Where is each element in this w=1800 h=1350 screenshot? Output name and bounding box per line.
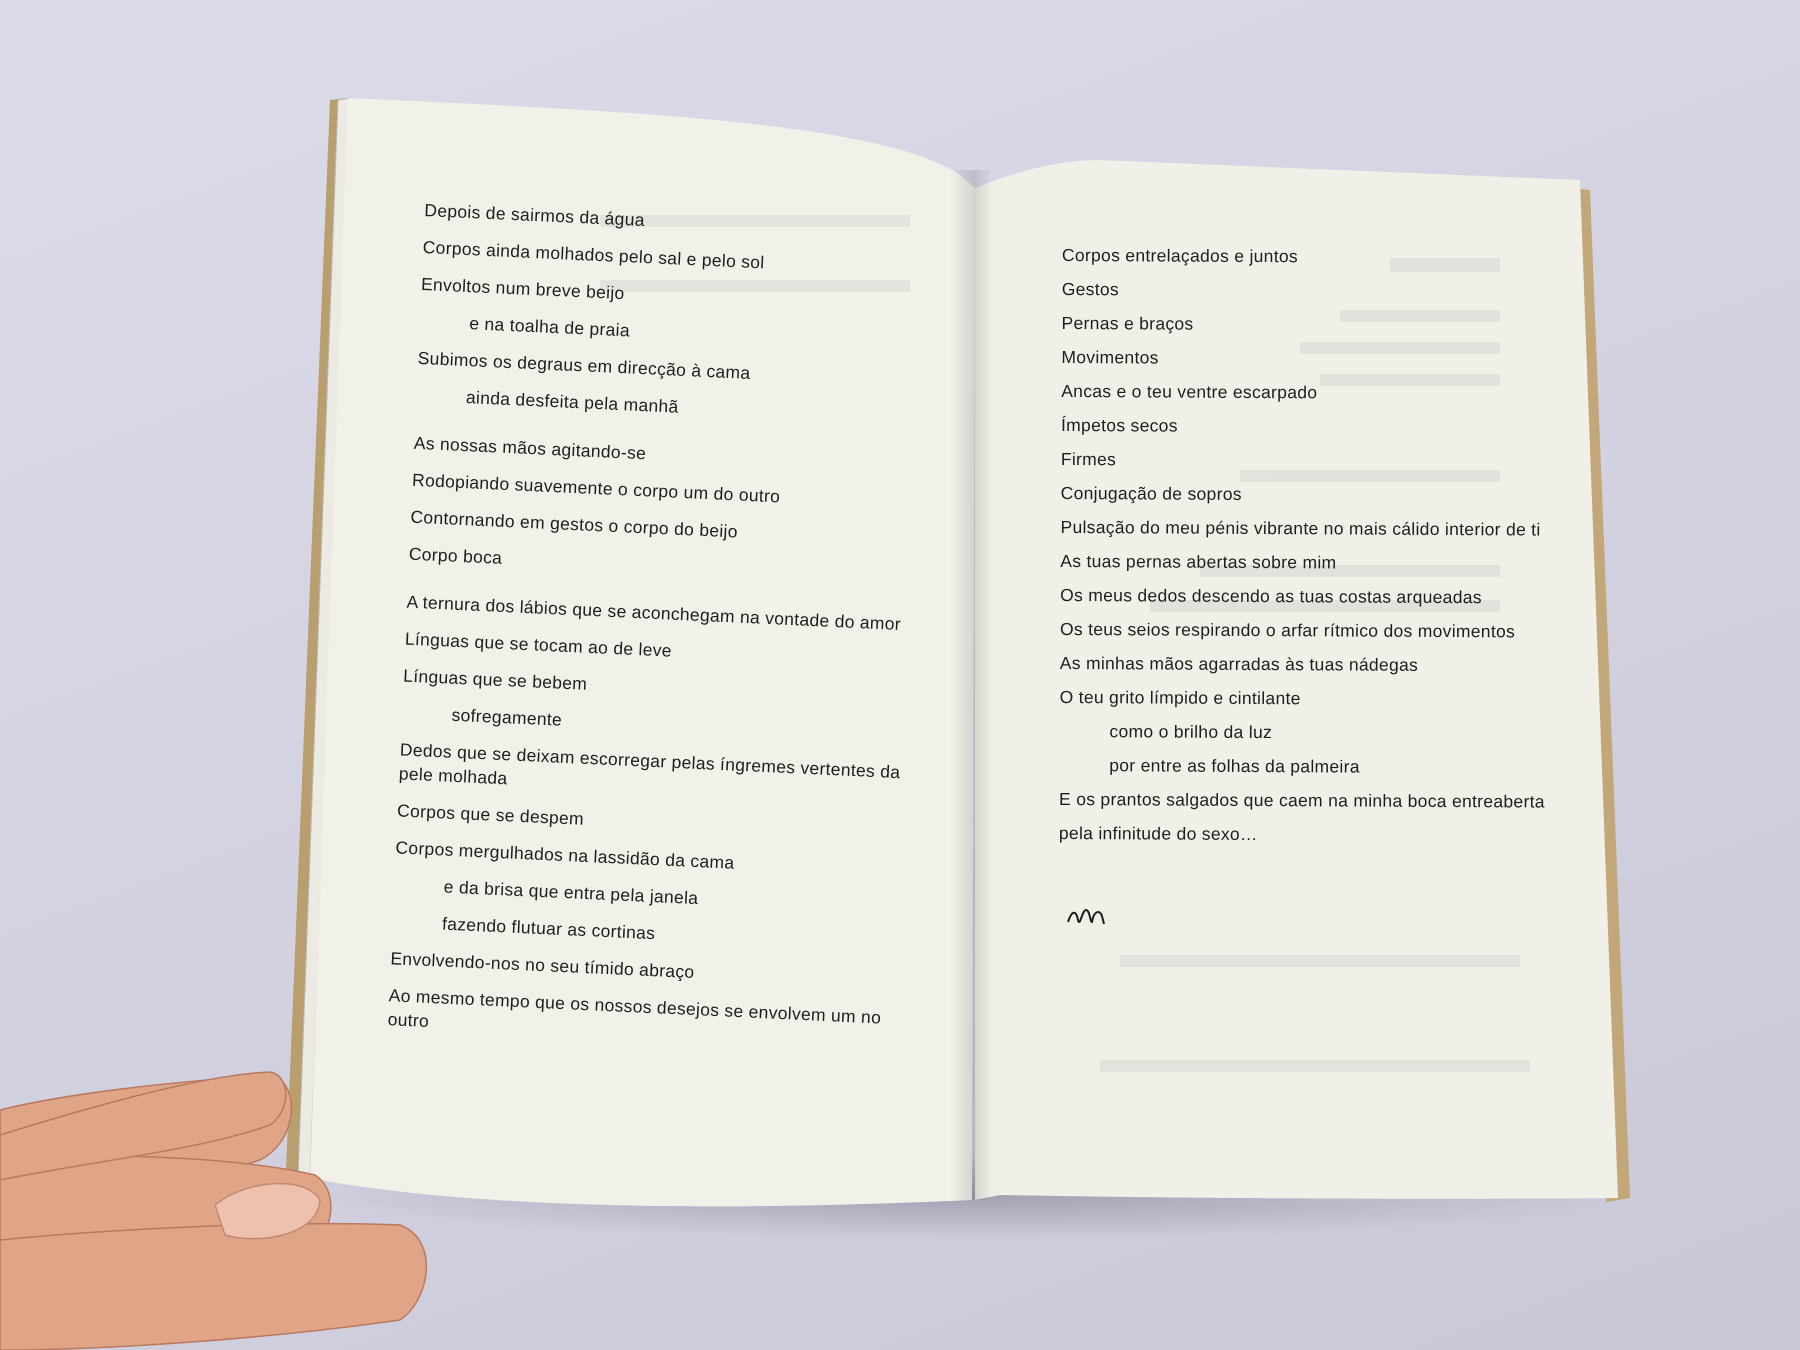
poem-line: por entre as folhas da palmeira bbox=[1109, 755, 1360, 777]
poem-line: Rodopiando suavemente o corpo um do outro bbox=[411, 469, 781, 507]
poem-line: Dedos que se deixam escorregar pelas íngremes vertentes da pele molhada bbox=[398, 739, 901, 789]
poem-line: Os teus seios respirando o arfar rítmico dos movimentos bbox=[1059, 618, 1516, 642]
poem-line: As nossas mãos agitando-se bbox=[413, 432, 647, 464]
poem-line: Corpos entrelaçados e juntos bbox=[1061, 244, 1299, 267]
poem-line: Ímpetos secos bbox=[1060, 414, 1178, 436]
poem-line: Subimos os degraus em direcção à cama bbox=[417, 347, 751, 383]
poem-line: pela infinitude do sexo… bbox=[1058, 822, 1258, 845]
finger-index bbox=[0, 1224, 426, 1350]
poem-line: Ao mesmo tempo que os nossos desejos se envolvem um no outro bbox=[387, 985, 882, 1032]
poem-line: e na toalha de praia bbox=[468, 313, 631, 341]
poem-line: Contornando em gestos o corpo do beijo bbox=[410, 506, 739, 542]
poem-line: Firmes bbox=[1060, 448, 1117, 470]
poem-line: Envoltos num breve beijo bbox=[420, 273, 626, 304]
poem-line: Línguas que se tocam ao de leve bbox=[404, 628, 673, 661]
poem-line: Os meus dedos descendo as tuas costas arqueadas bbox=[1060, 584, 1482, 608]
poem-line: sofregamente bbox=[451, 704, 563, 730]
poem-line: Pernas e braços bbox=[1061, 312, 1194, 334]
poem-line: E os prantos salgados que caem na minha boca entreaberta bbox=[1059, 788, 1545, 812]
poem-line: Corpos ainda molhados pelo sal e pelo sol bbox=[422, 236, 765, 273]
poem-line: A ternura dos lábios que se aconchegam na vontade do amor bbox=[406, 591, 902, 635]
poem-line: O teu grito límpido e cintilante bbox=[1059, 686, 1301, 709]
poem-line: Ancas e o teu ventre escarpado bbox=[1061, 380, 1318, 403]
poem-line: fazendo flutuar as cortinas bbox=[441, 913, 656, 944]
poem-line: Corpos mergulhados na lassidão da cama bbox=[395, 837, 735, 873]
poem-line: As tuas pernas abertas sobre mim bbox=[1060, 550, 1337, 573]
poem-line: Movimentos bbox=[1061, 346, 1159, 368]
poem-line: Envolvendo-nos no seu tímido abraço bbox=[390, 948, 695, 983]
poem-line: Línguas que se bebem bbox=[402, 665, 588, 694]
poem-line: Conjugação de sopros bbox=[1060, 482, 1242, 504]
poem-line: ainda desfeita pela manhã bbox=[465, 387, 680, 417]
poem-line: e da brisa que entra pela janela bbox=[443, 876, 699, 909]
poem-line: Corpos que se despem bbox=[396, 800, 585, 829]
poem-line: Depois de sairmos da água bbox=[424, 199, 646, 230]
poem-line: Gestos bbox=[1061, 278, 1120, 300]
poem-line: Pulsação do meu pénis vibrante no mais cálido interior de ti bbox=[1060, 516, 1541, 540]
poem-line: As minhas mãos agarradas às tuas nádegas bbox=[1059, 652, 1419, 675]
poem-line: como o brilho da luz bbox=[1109, 721, 1273, 743]
poem-line: Corpo boca bbox=[408, 543, 503, 568]
